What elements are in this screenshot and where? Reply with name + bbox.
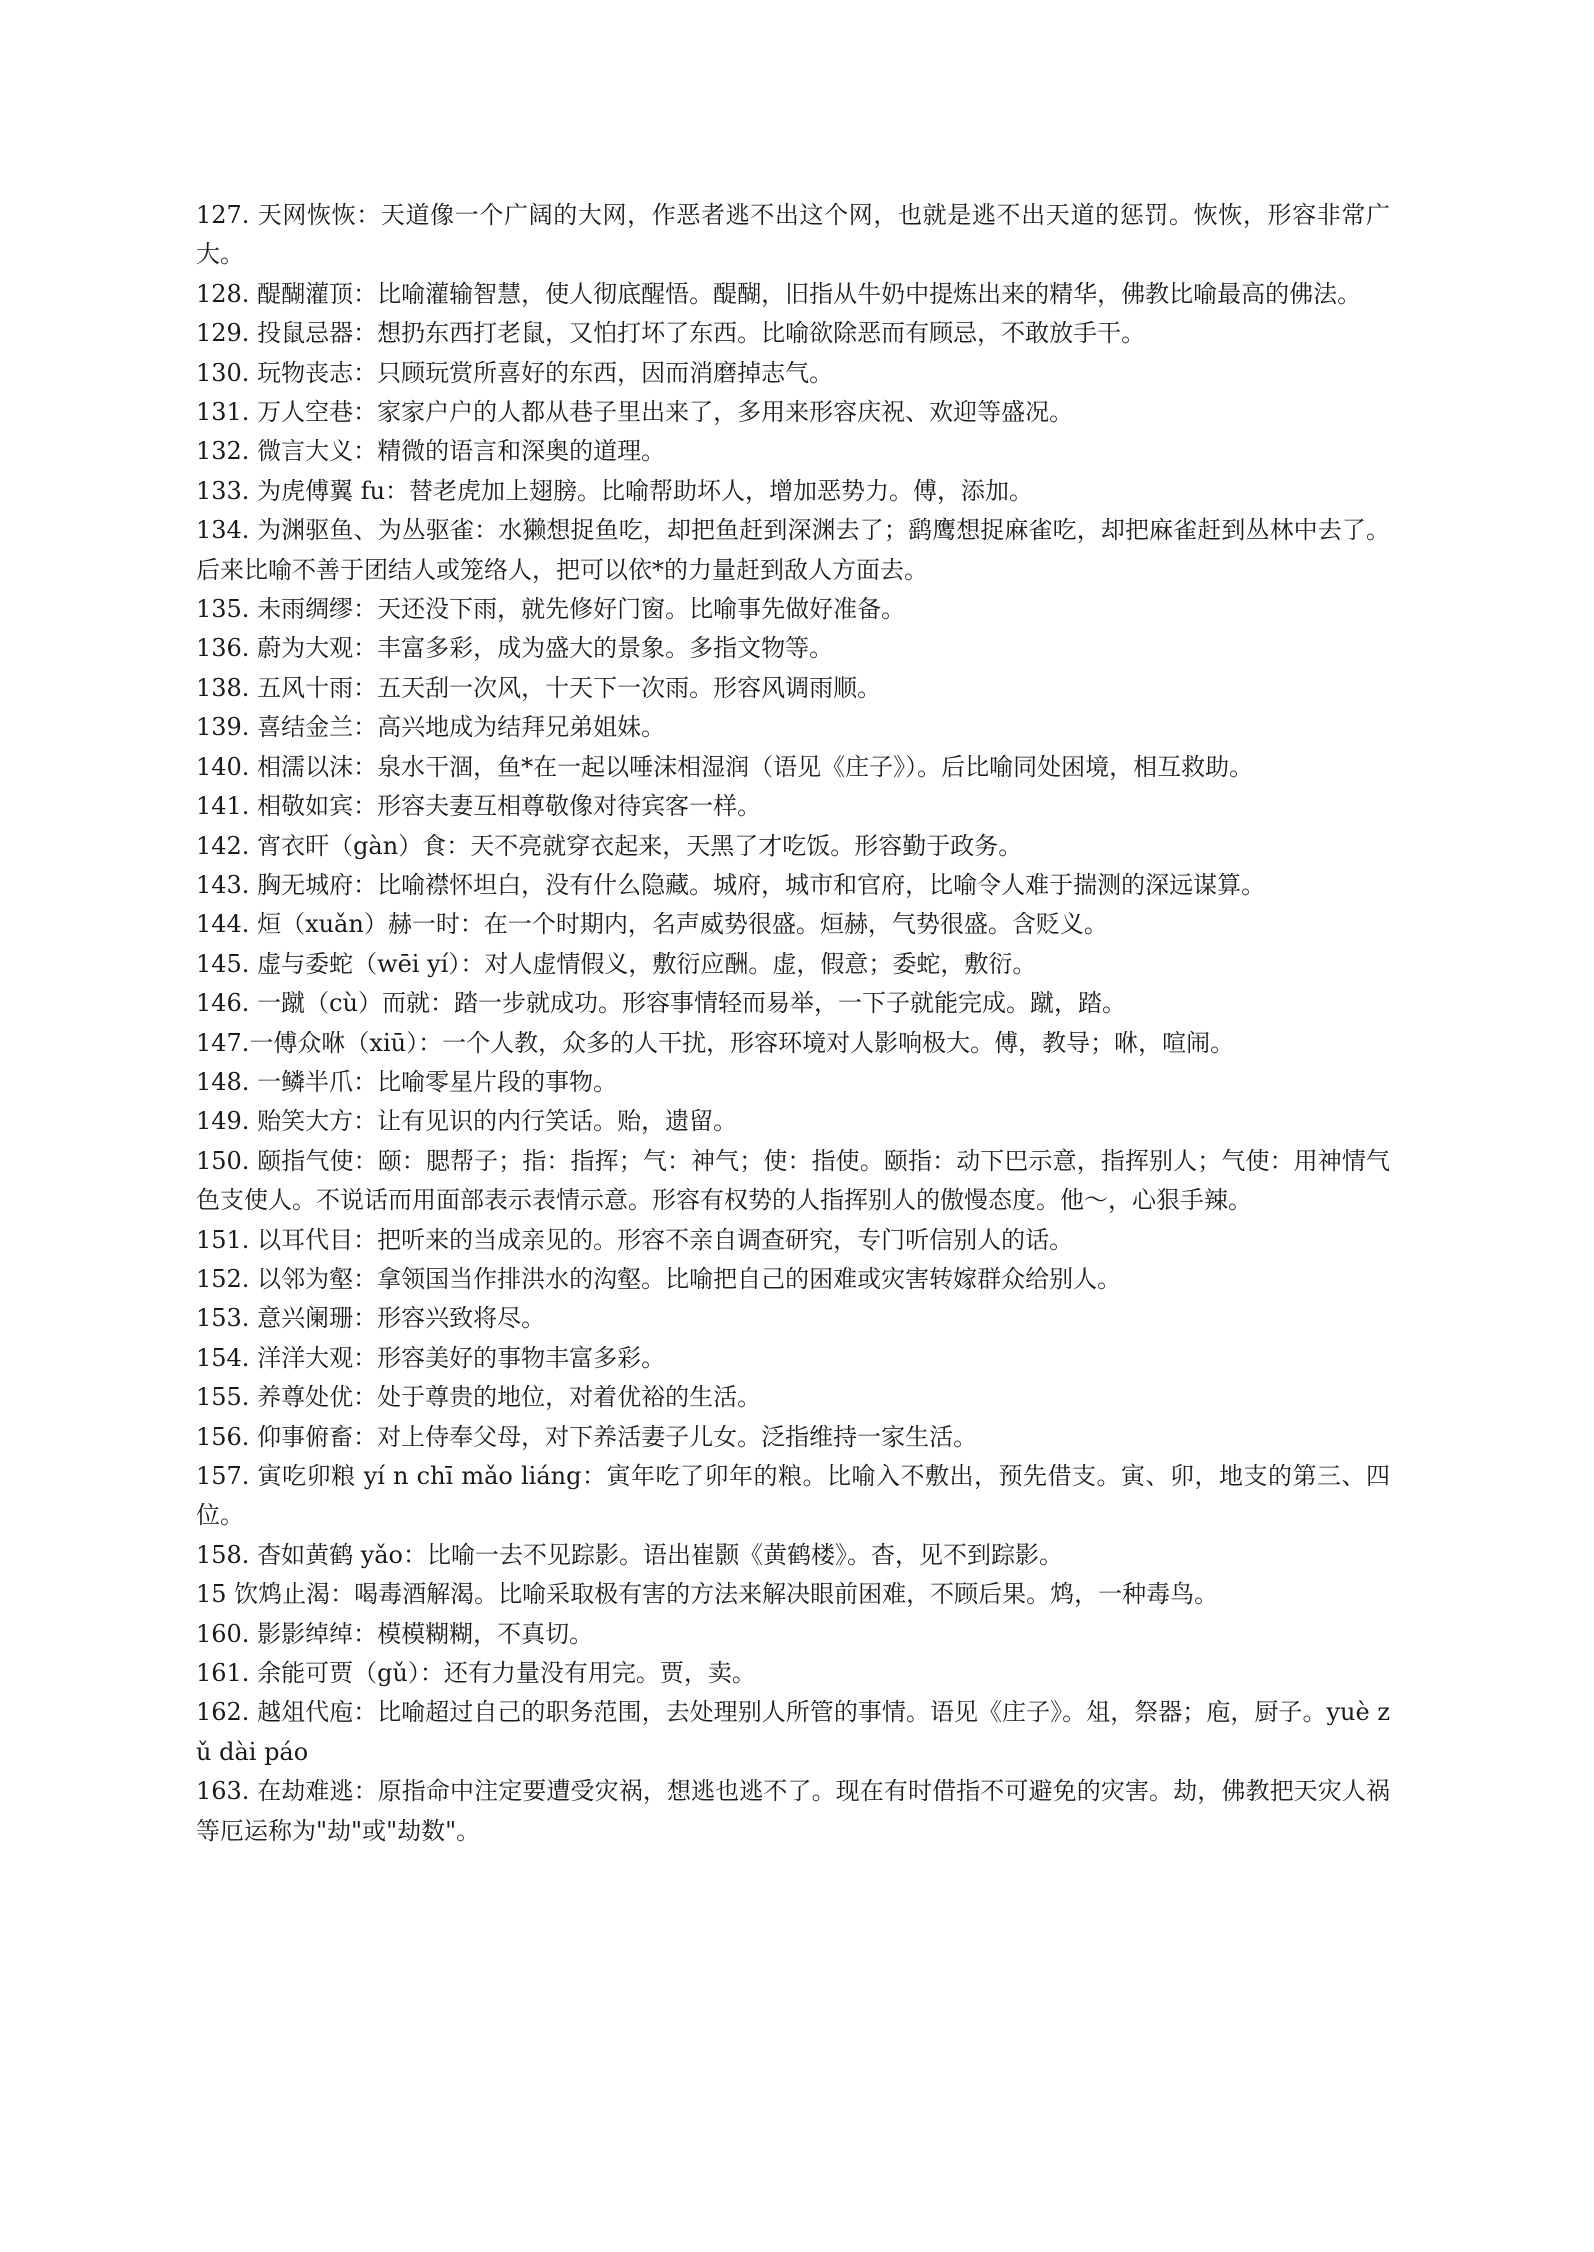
idiom-entry-147: 147.一傅众咻（xiū）：一个人教，众多的人干扰，形容环境对人影响极大。傅，教导；咻，喧闹。 <box>196 1028 1235 1057</box>
idiom-list <box>196 196 1390 1851</box>
idiom-entry-130: 130. 玩物丧志：只顾玩赏所喜好的东西，因而消磨掉志气。 <box>196 358 834 387</box>
idiom-entry-150: 150. 颐指气使：颐：腮帮子；指：指挥；气：神气；使：指使。颐指：动下巴示意，指挥别人；气使：用神情气色支使人。不说话而用面部表示表情示意。形容有权势的人指挥别人的傲慢态度。他～，心狠手辣。 <box>196 1146 1390 1215</box>
idiom-entry-152: 152. 以邻为壑：拿领国当作排洪水的沟壑。比喻把自己的困难或灾害转嫁群众给别人。 <box>196 1264 1122 1293</box>
idiom-entry-161: 161. 余能可贾（gǔ）：还有力量没有用完。贾，卖。 <box>196 1659 756 1688</box>
idiom-entry-135: 135. 未雨绸缪：天还没下雨，就先修好门窗。比喻事先做好准备。 <box>196 595 906 624</box>
idiom-entry-146: 146. 一蹴（cù）而就：踏一步就成功。形容事情轻而易举，一下子就能完成。蹴，踏。 <box>196 989 1126 1018</box>
idiom-entry-159: 15 饮鸩止渴：喝毒酒解渴。比喻采取极有害的方法来解决眼前困难，不顾后果。鸩，一种毒鸟。 <box>196 1580 1219 1609</box>
idiom-entry-154: 154. 洋洋大观：形容美好的事物丰富多彩。 <box>196 1343 666 1372</box>
idiom-entry-128: 128. 醍醐灌顶：比喻灌输智慧，使人彻底醒悟。醍醐，旧指从牛奶中提炼出来的精华，佛教比喻最高的佛法。 <box>196 279 1362 308</box>
idiom-entry-141: 141. 相敬如宾：形容夫妻互相尊敬像对待宾客一样。 <box>196 792 762 821</box>
idiom-entry-139: 139. 喜结金兰：高兴地成为结拜兄弟姐妹。 <box>196 713 666 742</box>
idiom-entry-153: 153. 意兴阑珊：形容兴致将尽。 <box>196 1304 546 1333</box>
idiom-entry-140: 140. 相濡以沫：泉水干涸，鱼*在一起以唾沫相湿润（语见《庄子》）。后比喻同处困境，相互救助。 <box>196 752 1254 781</box>
idiom-entry-127: 127. 天网恢恢：天道像一个广阔的大网，作恶者逃不出这个网，也就是逃不出天道的惩罚。恢恢，形容非常广大。 <box>196 201 1390 269</box>
idiom-entry-145: 145. 虚与委蛇（wēi yí）：对人虚情假义，敷衍应酬。虚，假意；委蛇，敷衍。 <box>196 949 1037 978</box>
idiom-entry-144: 144. 烜（xuǎn）赫一时：在一个时期内，名声威势很盛。烜赫，气势很盛。含贬义。 <box>196 910 1108 939</box>
idiom-entry-134: 134. 为渊驱鱼、为丛驱雀：水獭想捉鱼吃，却把鱼赶到深渊去了；鹞鹰想捉麻雀吃，却把麻雀赶到丛林中去了。后来比喻不善于团结人或笼络人，把可以依*的力量赶到敌人方面去。 <box>196 516 1390 584</box>
idiom-entry-143: 143. 胸无城府：比喻襟怀坦白，没有什么隐藏。城府，城市和官府，比喻令人难于揣测的深远谋算。 <box>196 870 1266 899</box>
idiom-entry-156: 156. 仰事俯畜：对上侍奉父母，对下养活妻子儿女。泛指维持一家生活。 <box>196 1422 978 1451</box>
idiom-entry-136: 136. 蔚为大观：丰富多彩，成为盛大的景象。多指文物等。 <box>196 634 834 663</box>
idiom-entry-149: 149. 贻笑大方：让有见识的内行笑话。贻，遗留。 <box>196 1107 738 1136</box>
idiom-entry-151: 151. 以耳代目：把听来的当成亲见的。形容不亲自调查研究，专门听信别人的话。 <box>196 1225 1074 1254</box>
idiom-entry-142: 142. 宵衣旰（gàn）食：天不亮就穿衣起来，天黑了才吃饭。形容勤于政务。 <box>196 831 1023 860</box>
idiom-entry-133: 133. 为虎傅翼 fu：替老虎加上翅膀。比喻帮助坏人，增加恶势力。傅，添加。 <box>196 476 1034 505</box>
idiom-entry-158: 158. 杳如黄鹤 yǎo：比喻一去不见踪影。语出崔颢《黄鹤楼》。杳，见不到踪影。 <box>196 1540 1064 1569</box>
idiom-entry-132: 132. 微言大义：精微的语言和深奥的道理。 <box>196 437 666 466</box>
idiom-entry-129: 129. 投鼠忌器：想扔东西打老鼠，又怕打坏了东西。比喻欲除恶而有顾忌，不敢放手干。 <box>196 319 1146 348</box>
idiom-entry-138: 138. 五风十雨：五天刮一次风，十天下一次雨。形容风调雨顺。 <box>196 673 882 702</box>
idiom-entry-131: 131. 万人空巷：家家户户的人都从巷子里出来了，多用来形容庆祝、欢迎等盛况。 <box>196 398 1074 427</box>
idiom-entry-155: 155. 养尊处优：处于尊贵的地位，对着优裕的生活。 <box>196 1383 762 1412</box>
idiom-entry-148: 148. 一鳞半爪：比喻零星片段的事物。 <box>196 1067 618 1096</box>
idiom-entry-157: 157. 寅吃卯粮 yí n chī mǎo liáng：寅年吃了卯年的粮。比喻入不敷出，预先借支。寅、卯，地支的第三、四位。 <box>196 1462 1390 1530</box>
idiom-entry-162: 162. 越俎代庖：比喻超过自己的职务范围，去处理别人所管的事情。语见《庄子》。俎，祭器；庖，厨子。yuè zǔ dài páo <box>196 1698 1390 1766</box>
idiom-entry-163: 163. 在劫难逃：原指命中注定要遭受灾祸，想逃也逃不了。现在有时借指不可避免的灾害。劫，佛教把天灾人祸等厄运称为"劫"或"劫数"。 <box>196 1777 1390 1845</box>
idiom-entry-160: 160. 影影绰绰：模模糊糊，不真切。 <box>196 1619 594 1648</box>
